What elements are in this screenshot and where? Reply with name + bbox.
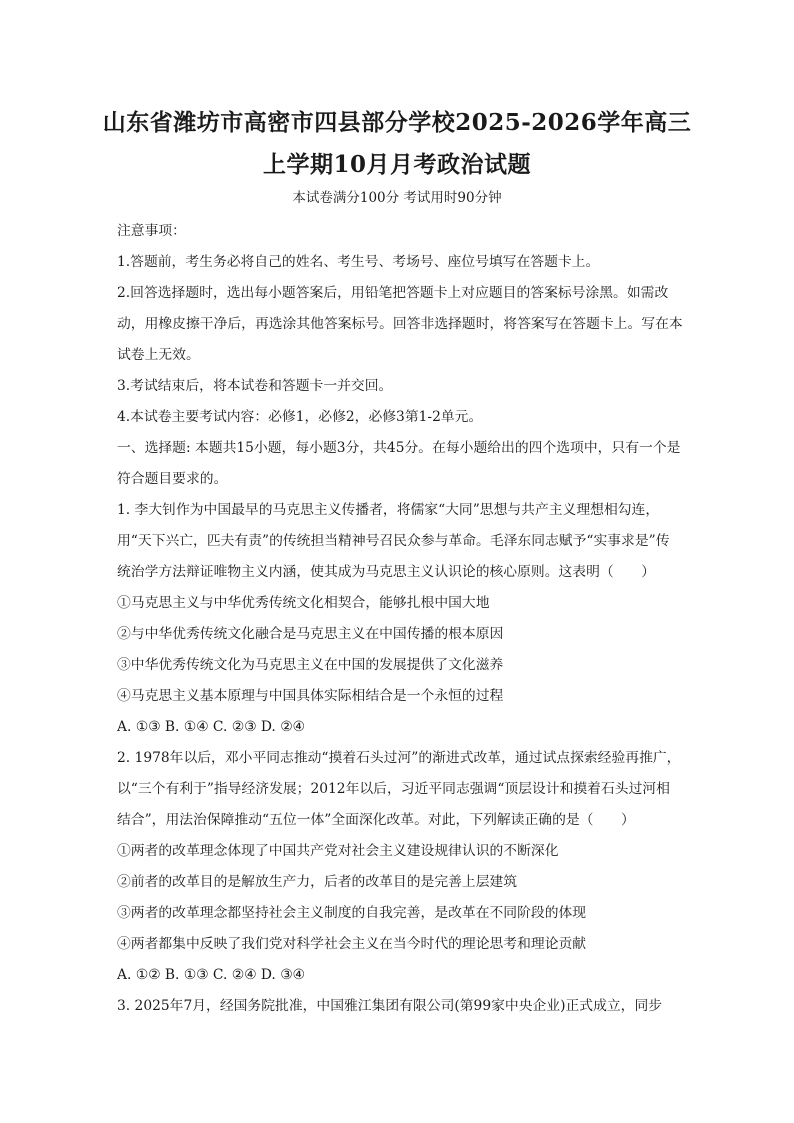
page-title-line-2: 上学期10月月考政治试题 <box>262 151 531 178</box>
notice-heading: 注意事项： <box>117 223 186 239</box>
question-2-stem: 2. 1978年以后，邓小平同志推动“摸着石头过河”的渐进式改革，通过试点探索经验再推广，以“三个有利于”指导经济发展；2012年以后，习近平同志强调“顶层设计和摸着石头过河相结合”，用法治保障推动“五位一体”全面深化改革。对此，下列解读正确的是（ ） <box>117 750 681 828</box>
notice-item-3: 3.考试结束后，将本试卷和答题卡一并交回。 <box>117 378 393 394</box>
question-2-options: A. ①② B. ①③ C. ②④ D. ③④ <box>117 967 305 983</box>
question-2-statement-1: ①两者的改革理念体现了中国共产党对社会主义建设规律认识的不断深化 <box>117 843 559 859</box>
exam-body <box>117 216 683 1022</box>
question-1-statement-1: ①马克思主义与中华优秀传统文化相契合，能够扎根中国大地 <box>117 595 490 611</box>
notice-item-4: 4.本试卷主要考试内容：必修1，必修2，必修3第1-2单元。 <box>117 409 483 425</box>
notice-item-1: 1.答题前，考生务必将自己的姓名、考生号、考场号、座位号填写在答题卡上。 <box>117 254 600 270</box>
question-1-options: A. ①③ B. ①④ C. ②③ D. ②④ <box>117 719 305 735</box>
question-3-stem: 3. 2025年7月，经国务院批准，中国雅江集团有限公司(第99家中央企业)正式成立，同步 <box>117 998 663 1014</box>
section-heading: 一、选择题: 本题共15小题，每小题3分，共45分。在每小题给出的四个选项中，只有一个是符合题目要求的。 <box>117 440 681 487</box>
question-1-statement-4: ④马克思主义基本原理与中国具体实际相结合是一个永恒的过程 <box>117 688 504 704</box>
notice-item-2: 2.回答选择题时，选出每小题答案后，用铅笔把答题卡上对应题目的答案标号涂黑。如需改动，用橡皮擦干净后，再选涂其他答案标号。回答非选择题时，将答案写在答题卡上。写在本试卷上无效。 <box>117 285 683 363</box>
exam-info-subtitle: 本试卷满分100分 考试用时90分钟 <box>292 190 502 206</box>
question-2-statement-4: ④两者都集中反映了我们党对科学社会主义在当今时代的理论思考和理论贡献 <box>117 936 587 952</box>
question-1-statement-3: ③中华优秀传统文化为马克思主义在中国的发展提供了文化滋养 <box>117 657 504 673</box>
question-1-stem: 1. 李大钊作为中国最早的马克思主义传播者，将儒家“大同”思想与共产主义理想相勾连，用“天下兴亡，匹夫有责”的传统担当精神号召民众参与革命。毛泽东同志赋予“实事求是”传统治学方法辩证唯物主义内涵，使其成为马克思主义认识论的核心原则。这表明（ ） <box>117 502 670 580</box>
question-1-statement-2: ②与中华优秀传统文化融合是马克思主义在中国传播的根本原因 <box>117 626 504 642</box>
page-title-line-1: 山东省潍坊市高密市四县部分学校2025-2026学年高三 <box>102 109 692 136</box>
question-2-statement-3: ③两者的改革理念都坚持社会主义制度的自我完善，是改革在不同阶段的体现 <box>117 905 587 921</box>
question-2-statement-2: ②前者的改革目的是解放生产力，后者的改革目的是完善上层建筑 <box>117 874 518 890</box>
